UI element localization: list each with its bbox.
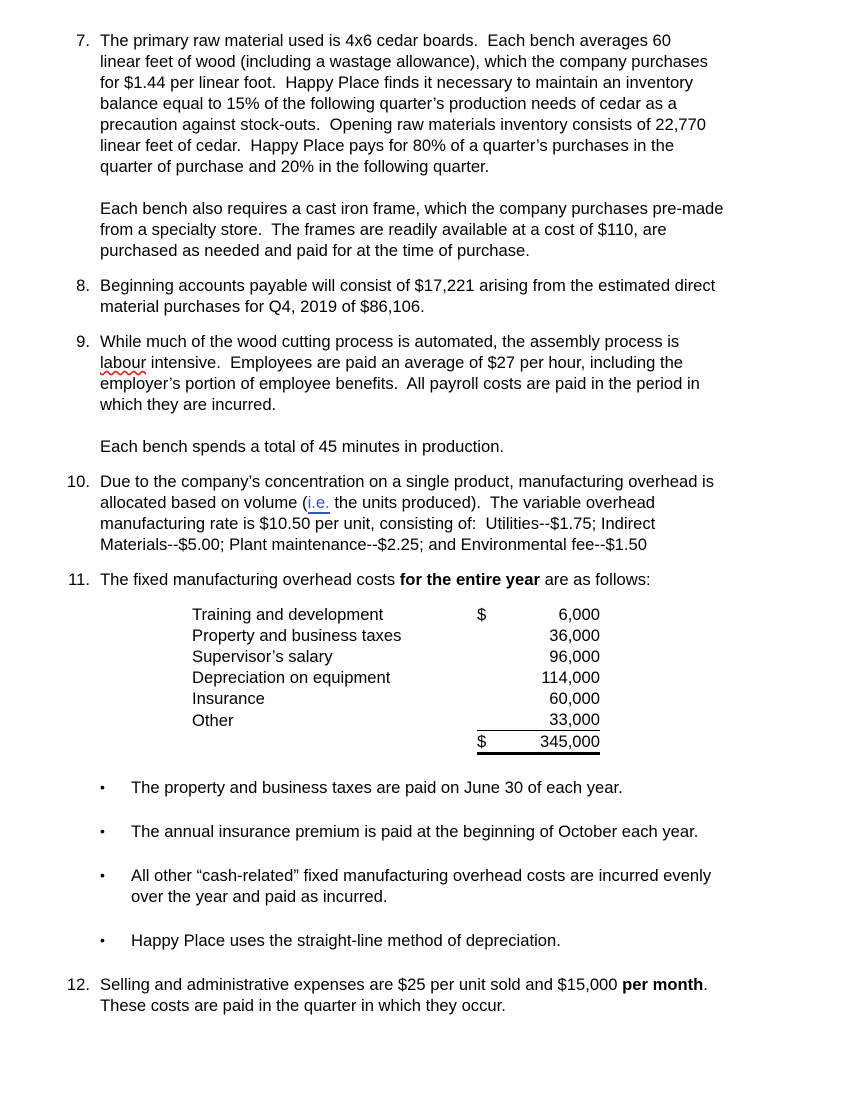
text-line <box>100 974 800 995</box>
list-item-11 <box>0 569 868 590</box>
list-item <box>0 865 868 907</box>
text-line <box>100 513 800 534</box>
text-line: from a specialty store. The frames are readily available at a cost of $110, are <box>100 220 667 239</box>
list-item <box>0 777 868 798</box>
paragraph <box>100 275 800 317</box>
text-run: which they are incurred. <box>100 395 277 414</box>
currency-symbol <box>477 709 505 731</box>
list-item <box>0 930 868 951</box>
bullet-icon: • <box>100 932 105 948</box>
text-run: employer’s portion of employee benefits. All payroll costs are paid in the period in <box>100 374 700 393</box>
text-line <box>100 534 800 555</box>
cost-label: Supervisor’s salary <box>192 647 333 666</box>
grammar-flagged-word: i.e. <box>307 493 330 512</box>
text-line: All other “cash-related” fixed manufacturing overhead costs are incurred evenly <box>131 866 712 885</box>
text-line <box>100 569 800 590</box>
paragraph <box>100 436 800 457</box>
bullet-icon: • <box>100 823 105 839</box>
currency-symbol <box>477 646 505 667</box>
text-line: The property and business taxes are paid on June 30 of each year. <box>131 778 623 797</box>
cost-amount: 60,000 <box>549 689 600 708</box>
table-total-row <box>192 731 600 754</box>
text-line: The annual insurance premium is paid at the beginning of October each year. <box>131 822 699 841</box>
cost-amount: 6,000 <box>558 605 600 624</box>
text-line: linear feet of wood (including a wastage allowance), which the company purchases <box>100 52 708 71</box>
paragraph <box>100 331 800 415</box>
emphasis-text: for the entire year <box>399 570 540 589</box>
text-run: These costs are paid in the quarter in which they occur. <box>100 996 506 1015</box>
list-marker: 9. <box>76 332 90 351</box>
list-item-8 <box>0 275 868 317</box>
table-row <box>192 646 600 667</box>
cost-label: Training and development <box>192 605 384 624</box>
text-line: precaution against stock-outs. Opening raw materials inventory consists of 22,770 <box>100 115 706 134</box>
fixed-overhead-cost-table <box>192 604 600 755</box>
cost-label: Other <box>192 710 234 730</box>
table-row <box>192 604 600 625</box>
text-run: Selling and administrative expenses are $25 per unit sold and $15,000 <box>100 975 623 994</box>
text-line: Each bench spends a total of 45 minutes in production. <box>100 437 505 456</box>
text-line <box>100 492 800 513</box>
text-line: balance equal to 15% of the following quarter’s production needs of cedar as a <box>100 94 677 113</box>
cost-amount: 33,000 <box>505 709 600 731</box>
text-line: over the year and paid as incurred. <box>131 887 388 906</box>
list-item <box>0 821 868 842</box>
cost-label <box>192 731 477 754</box>
bullet-list <box>0 777 868 951</box>
table-row <box>192 667 600 688</box>
list-marker: 11. <box>68 570 90 589</box>
text-line <box>100 471 800 492</box>
document-body <box>0 30 868 1030</box>
cost-amount: 36,000 <box>549 626 600 645</box>
list-item-7 <box>0 30 868 261</box>
paragraph <box>100 471 800 555</box>
bullet-icon: • <box>100 867 105 883</box>
currency-symbol <box>477 625 505 646</box>
list-marker: 7. <box>76 31 90 50</box>
text-line <box>100 373 800 394</box>
text-run: . <box>703 975 708 994</box>
text-run: the units produced). The variable overhead <box>329 493 656 512</box>
text-line <box>100 352 800 373</box>
text-line: purchased as needed and paid for at the time of purchase. <box>100 241 530 260</box>
text-run: manufacturing rate is $10.50 per unit, consisting of: Utilities--$1.75; Indirect <box>100 514 656 533</box>
list-item-12 <box>0 974 868 1016</box>
paragraph <box>100 198 800 261</box>
cost-label: Property and business taxes <box>192 626 402 645</box>
list-marker: 8. <box>76 276 90 295</box>
table-row <box>192 709 600 731</box>
cost-amount: 114,000 <box>541 668 600 687</box>
currency-symbol <box>477 667 505 688</box>
cost-label: Insurance <box>192 689 265 708</box>
bullet-icon: • <box>100 779 105 795</box>
text-run: allocated based on volume ( <box>100 493 308 512</box>
paragraph <box>100 569 800 590</box>
table-row <box>192 625 600 646</box>
text-line: Each bench also requires a cast iron frame, which the company purchases pre-made <box>100 199 724 218</box>
misspelled-word: labour <box>100 353 147 372</box>
cost-amount: 345,000 <box>505 731 600 754</box>
cost-amount: 96,000 <box>549 647 600 666</box>
list-item-10 <box>0 471 868 555</box>
text-run: Due to the company’s concentration on a single product, manufacturing overhead is <box>100 472 715 491</box>
text-line <box>100 995 800 1016</box>
text-line: The primary raw material used is 4x6 cedar boards. Each bench averages 60 <box>100 31 671 50</box>
cost-table-body <box>192 604 600 754</box>
text-line: Happy Place uses the straight-line method of depreciation. <box>131 931 561 950</box>
text-line: Beginning accounts payable will consist of $17,221 arising from the estimated direct <box>100 276 716 295</box>
text-run: While much of the wood cutting process is automated, the assembly process is <box>100 332 680 351</box>
text-line: linear feet of cedar. Happy Place pays for 80% of a quarter’s purchases in the <box>100 136 675 155</box>
text-line <box>100 331 800 352</box>
list-marker: 12. <box>66 975 90 994</box>
paragraph <box>100 30 800 177</box>
currency-symbol: $ <box>477 731 505 754</box>
emphasis-text: per month <box>622 975 704 994</box>
text-line: material purchases for Q4, 2019 of $86,106. <box>100 297 425 316</box>
currency-symbol: $ <box>477 605 487 624</box>
text-line: for $1.44 per linear foot. Happy Place finds it necessary to maintain an inventory <box>100 73 694 92</box>
text-run: are as follows: <box>539 570 651 589</box>
text-line <box>100 394 800 415</box>
paragraph <box>100 974 800 1016</box>
list-item-9 <box>0 331 868 457</box>
cost-label: Depreciation on equipment <box>192 668 391 687</box>
text-run: intensive. Employees are paid an average of $27 per hour, including the <box>146 353 684 372</box>
text-run: Materials--$5.00; Plant maintenance--$2.25; and Environmental fee--$1.50 <box>100 535 647 554</box>
text-line: quarter of purchase and 20% in the following quarter. <box>100 157 490 176</box>
table-row <box>192 688 600 709</box>
text-run: The fixed manufacturing overhead costs <box>100 570 400 589</box>
list-marker: 10. <box>66 472 90 491</box>
currency-symbol <box>477 688 505 709</box>
